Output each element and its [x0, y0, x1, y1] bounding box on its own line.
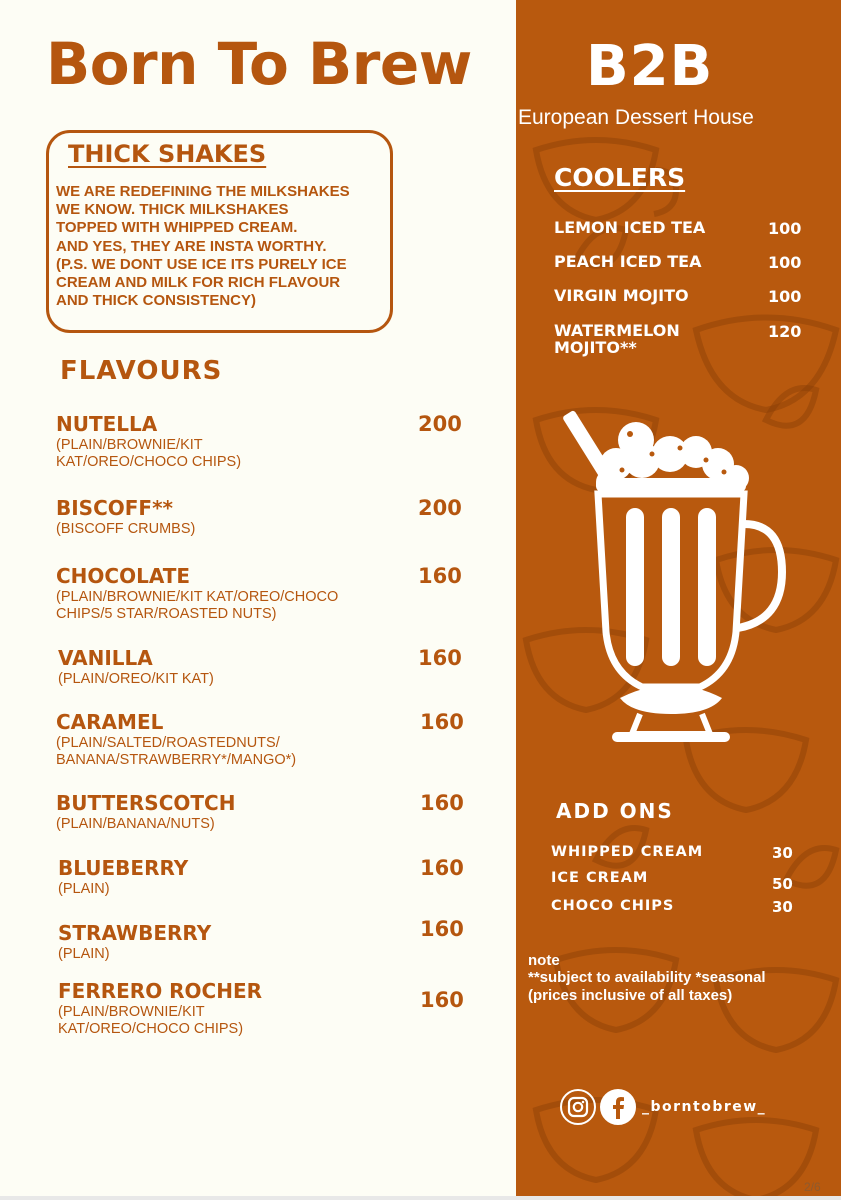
flavour-price: 200	[418, 496, 462, 520]
flavour-description: (PLAIN/BROWNIE/KIT KAT/OREO/CHOCO CHIPS)	[58, 1004, 244, 1037]
flavour-name: BISCOFF**	[56, 496, 174, 520]
milkshake-glass-illustration	[560, 402, 790, 752]
flavour-item-ferrero-rocher	[58, 979, 478, 1038]
flavour-name: BLUEBERRY	[58, 856, 189, 880]
cooler-name: WATERMELON MOJITO**	[554, 321, 680, 357]
flavour-price: 160	[420, 917, 464, 941]
note-availability: **subject to availability *seasonal	[528, 969, 766, 986]
flavour-price: 160	[420, 710, 464, 734]
flavour-description: (PLAIN/BROWNIE/KIT KAT/OREO/CHOCO CHIPS/5 STAR/ROASTED NUTS)	[56, 589, 339, 622]
flavour-item-strawberry	[58, 917, 478, 963]
flavour-name: NUTELLA	[56, 412, 158, 436]
flavour-item-chocolate	[56, 564, 476, 623]
cooler-item-peach-iced-tea	[554, 253, 814, 270]
flavour-description: (BISCOFF CRUMBS)	[56, 521, 196, 537]
cooler-price: 120	[768, 322, 802, 341]
flavour-description: (PLAIN/SALTED/ROASTEDNUTS/ BANANA/STRAWBERRY*/MANGO*)	[56, 735, 297, 768]
cooler-name: LEMON ICED TEA	[554, 218, 706, 237]
cooler-item-virgin-mojito	[554, 287, 814, 304]
flavours-heading: FLAVOURS	[60, 356, 223, 386]
add-on-name: WHIPPED CREAM	[551, 844, 704, 860]
cooler-price: 100	[768, 253, 802, 272]
flavour-name: CARAMEL	[56, 710, 164, 734]
add-on-item-ice-cream	[551, 870, 801, 893]
cooler-item-lemon-iced-tea	[554, 219, 814, 236]
flavour-price: 160	[420, 856, 464, 880]
page-number: 2/6	[804, 1180, 821, 1194]
coolers-heading: COOLERS	[554, 163, 686, 192]
cooler-price: 100	[768, 219, 802, 238]
social-handle[interactable]: _borntobrew_	[642, 1099, 767, 1115]
facebook-icon[interactable]	[600, 1089, 636, 1125]
flavour-description: (PLAIN/OREO/KIT KAT)	[58, 671, 214, 687]
flavour-name: STRAWBERRY	[58, 921, 212, 945]
add-on-price: 30	[772, 844, 793, 862]
flavour-name: BUTTERSCOTCH	[56, 791, 236, 815]
flavour-item-blueberry	[58, 856, 478, 898]
flavour-name: FERRERO ROCHER	[58, 979, 263, 1003]
add-on-price: 30	[772, 898, 793, 916]
note-taxes: (prices inclusive of all taxes)	[528, 987, 733, 1004]
flavour-price: 200	[418, 412, 462, 436]
cooler-name: PEACH ICED TEA	[554, 252, 702, 271]
add-on-price: 50	[772, 875, 793, 893]
flavour-description: (PLAIN/BANANA/NUTS)	[56, 816, 215, 832]
add-ons-heading: ADD ONS	[556, 799, 674, 823]
flavour-description: (PLAIN/BROWNIE/KIT KAT/OREO/CHOCO CHIPS)	[56, 437, 242, 470]
flavour-price: 160	[418, 564, 462, 588]
add-on-item-choco-chips	[551, 898, 801, 914]
thick-shakes-description: WE ARE REDEFINING THE MILKSHAKES WE KNOW. THICK MILKSHAKES TOPPED WITH WHIPPED CREAM. AND YES, THEY ARE INSTA WORTHY. (P.S. WE DONT USE ICE ITS PURELY ICE CREAM AND MILK FOR RICH FLAVOUR AND THICK CONSISTENCY)	[56, 183, 350, 310]
add-on-name: ICE CREAM	[551, 870, 649, 886]
add-on-item-whipped-cream	[551, 844, 801, 860]
thick-shakes-heading: THICK SHAKES	[68, 140, 267, 168]
cooler-price: 100	[768, 287, 802, 306]
instagram-icon[interactable]	[560, 1089, 596, 1125]
cooler-item-watermelon-mojito	[554, 322, 814, 356]
add-on-name: CHOCO CHIPS	[551, 898, 675, 914]
note-label: note	[528, 952, 560, 969]
social-links	[560, 1089, 766, 1125]
flavour-description: (PLAIN)	[58, 881, 110, 897]
brand-title: Born To Brew	[46, 30, 472, 98]
flavour-description: (PLAIN)	[58, 946, 110, 962]
flavour-item-butterscotch	[56, 791, 476, 833]
flavour-item-nutella	[56, 412, 476, 471]
flavour-item-biscoff	[56, 496, 476, 538]
flavour-name: VANILLA	[58, 646, 153, 670]
flavour-price: 160	[420, 988, 464, 1012]
flavour-item-caramel	[56, 710, 476, 769]
cooler-name: VIRGIN MOJITO	[554, 286, 689, 305]
flavour-price: 160	[420, 791, 464, 815]
bottom-strip	[0, 1196, 841, 1200]
flavour-price: 160	[418, 646, 462, 670]
brand-subtitle: European Dessert House	[518, 106, 754, 129]
flavour-item-vanilla	[58, 646, 478, 688]
brand-short-name: B2B	[586, 34, 714, 99]
flavour-name: CHOCOLATE	[56, 564, 191, 588]
